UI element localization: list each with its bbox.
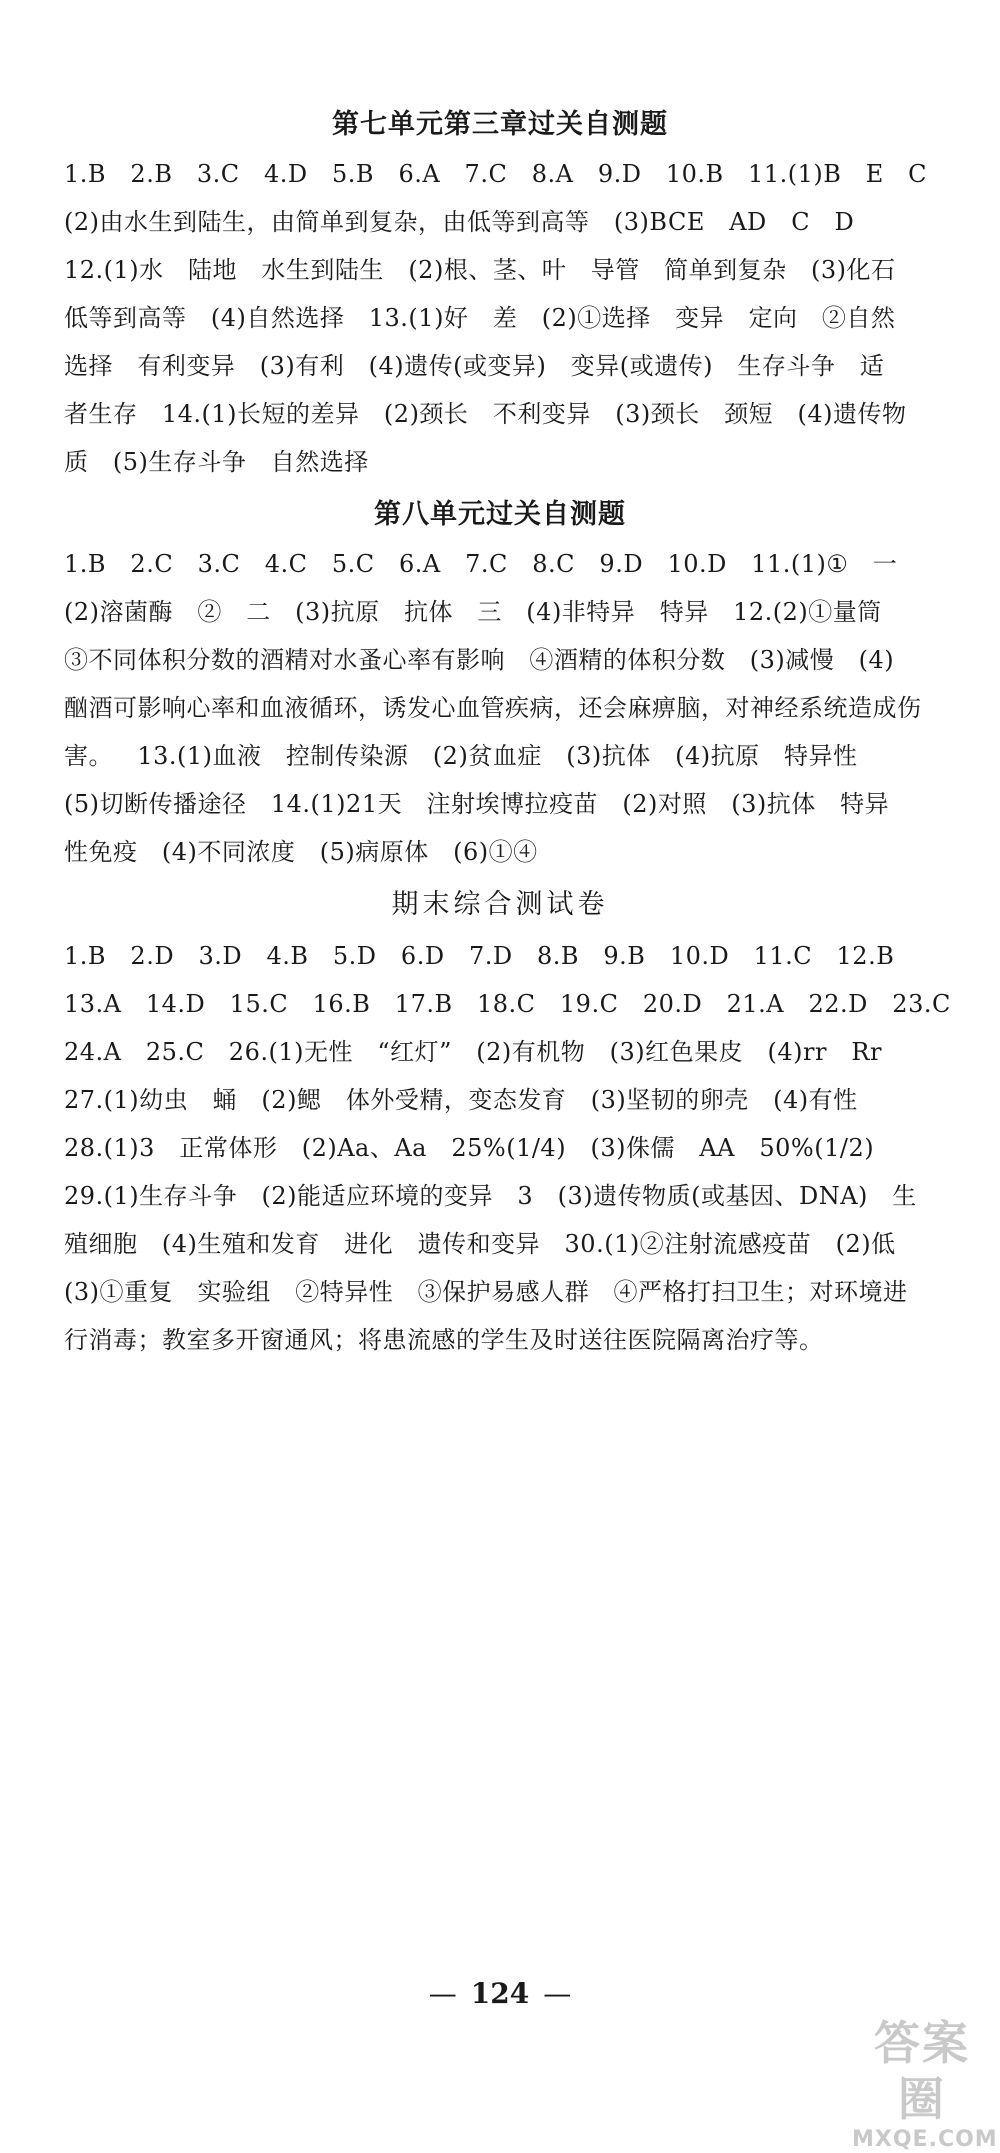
watermark-logo xyxy=(852,2015,998,2152)
answer-line: 28.(1)3 正常体形 (2)Aa、Aa 25%(1/4) (3)侏儒 AA 50%(1/2) xyxy=(64,1134,875,1162)
answer-line: (2)由水生到陆生，由简单到复杂，由低等到高等 (3)BCE AD C D xyxy=(64,208,855,236)
section-title-unit7-ch3: 第七单元第三章过关自测题 xyxy=(332,109,668,140)
answer-line: 选择 有利变异 (3)有利 (4)遗传(或变异) 变异(或遗传) 生存斗争 适 xyxy=(64,352,885,380)
footer-dash-left: — xyxy=(428,1977,457,2010)
footer-dash-right: — xyxy=(543,1977,572,2010)
answer-line: 12.(1)水 陆地 水生到陆生 (2)根、茎、叶 导管 简单到复杂 (3)化石 xyxy=(64,256,896,284)
answer-line: 者生存 14.(1)长短的差异 (2)颈长 不利变异 (3)颈长 颈短 (4)遗传物 xyxy=(64,400,907,428)
answer-line: 殖细胞 (4)生殖和发育 进化 遗传和变异 30.(1)②注射流感疫苗 (2)低 xyxy=(64,1230,896,1258)
answer-line: (5)切断传播途径 14.(1)21天 注射埃博拉疫苗 (2)对照 (3)抗体 特异 xyxy=(64,790,890,818)
answer-line: 低等到高等 (4)自然选择 13.(1)好 差 (2)①选择 变异 定向 ②自然 xyxy=(64,304,896,332)
page-number: 124 xyxy=(470,1977,530,2010)
answer-line: 行消毒；教室多开窗通风；将患流感的学生及时送往医院隔离治疗等。 xyxy=(64,1326,824,1354)
page-footer xyxy=(0,1976,1000,2012)
answer-line: 27.(1)幼虫 蛹 (2)鳃 体外受精，变态发育 (3)坚韧的卵壳 (4)有性 xyxy=(64,1086,858,1114)
answer-line: (3)①重复 实验组 ②特异性 ③保护易感人群 ④严格打扫卫生；对环境进 xyxy=(64,1278,908,1306)
answer-line: 1.B 2.C 3.C 4.C 5.C 6.A 7.C 8.C 9.D 10.D 11.(1)① 一 xyxy=(64,550,898,578)
answer-line: 24.A 25.C 26.(1)无性 “红灯” (2)有机物 (3)红色果皮 (4)rr Rr xyxy=(64,1038,882,1066)
answer-line: 害。 13.(1)血液 控制传染源 (2)贫血症 (3)抗体 (4)抗原 特异性 xyxy=(64,742,858,770)
answer-line: ③不同体积分数的酒精对水蚤心率有影响 ④酒精的体积分数 (3)减慢 (4) xyxy=(64,646,895,674)
answer-line: 性免疫 (4)不同浓度 (5)病原体 (6)①④ xyxy=(64,838,538,866)
watermark-text: 答案圈 xyxy=(874,2016,970,2126)
answer-line: 酗酒可影响心率和血液循环，诱发心血管疾病，还会麻痹脑，对神经系统造成伤 xyxy=(64,694,922,722)
section-title-final-exam: 期末综合测试卷 xyxy=(391,889,609,920)
watermark-url: MXQE.COM xyxy=(852,2127,998,2152)
answer-line: 13.A 14.D 15.C 16.B 17.B 18.C 19.C 20.D 21.A 22.D 23.C xyxy=(64,990,951,1018)
answer-line: 1.B 2.D 3.D 4.B 5.D 6.D 7.D 8.B 9.B 10.D 11.C 12.B xyxy=(64,942,895,970)
answer-line: (2)溶菌酶 ② 二 (3)抗原 抗体 三 (4)非特异 特异 12.(2)①量筒 xyxy=(64,598,882,626)
answer-line: 1.B 2.B 3.C 4.D 5.B 6.A 7.C 8.A 9.D 10.B 11.(1)B E C xyxy=(64,160,927,188)
answer-line: 29.(1)生存斗争 (2)能适应环境的变异 3 (3)遗传物质(或基因、DNA) 生 xyxy=(64,1182,917,1210)
answer-line: 质 (5)生存斗争 自然选择 xyxy=(64,448,369,476)
section-title-unit8: 第八单元过关自测题 xyxy=(374,499,626,530)
